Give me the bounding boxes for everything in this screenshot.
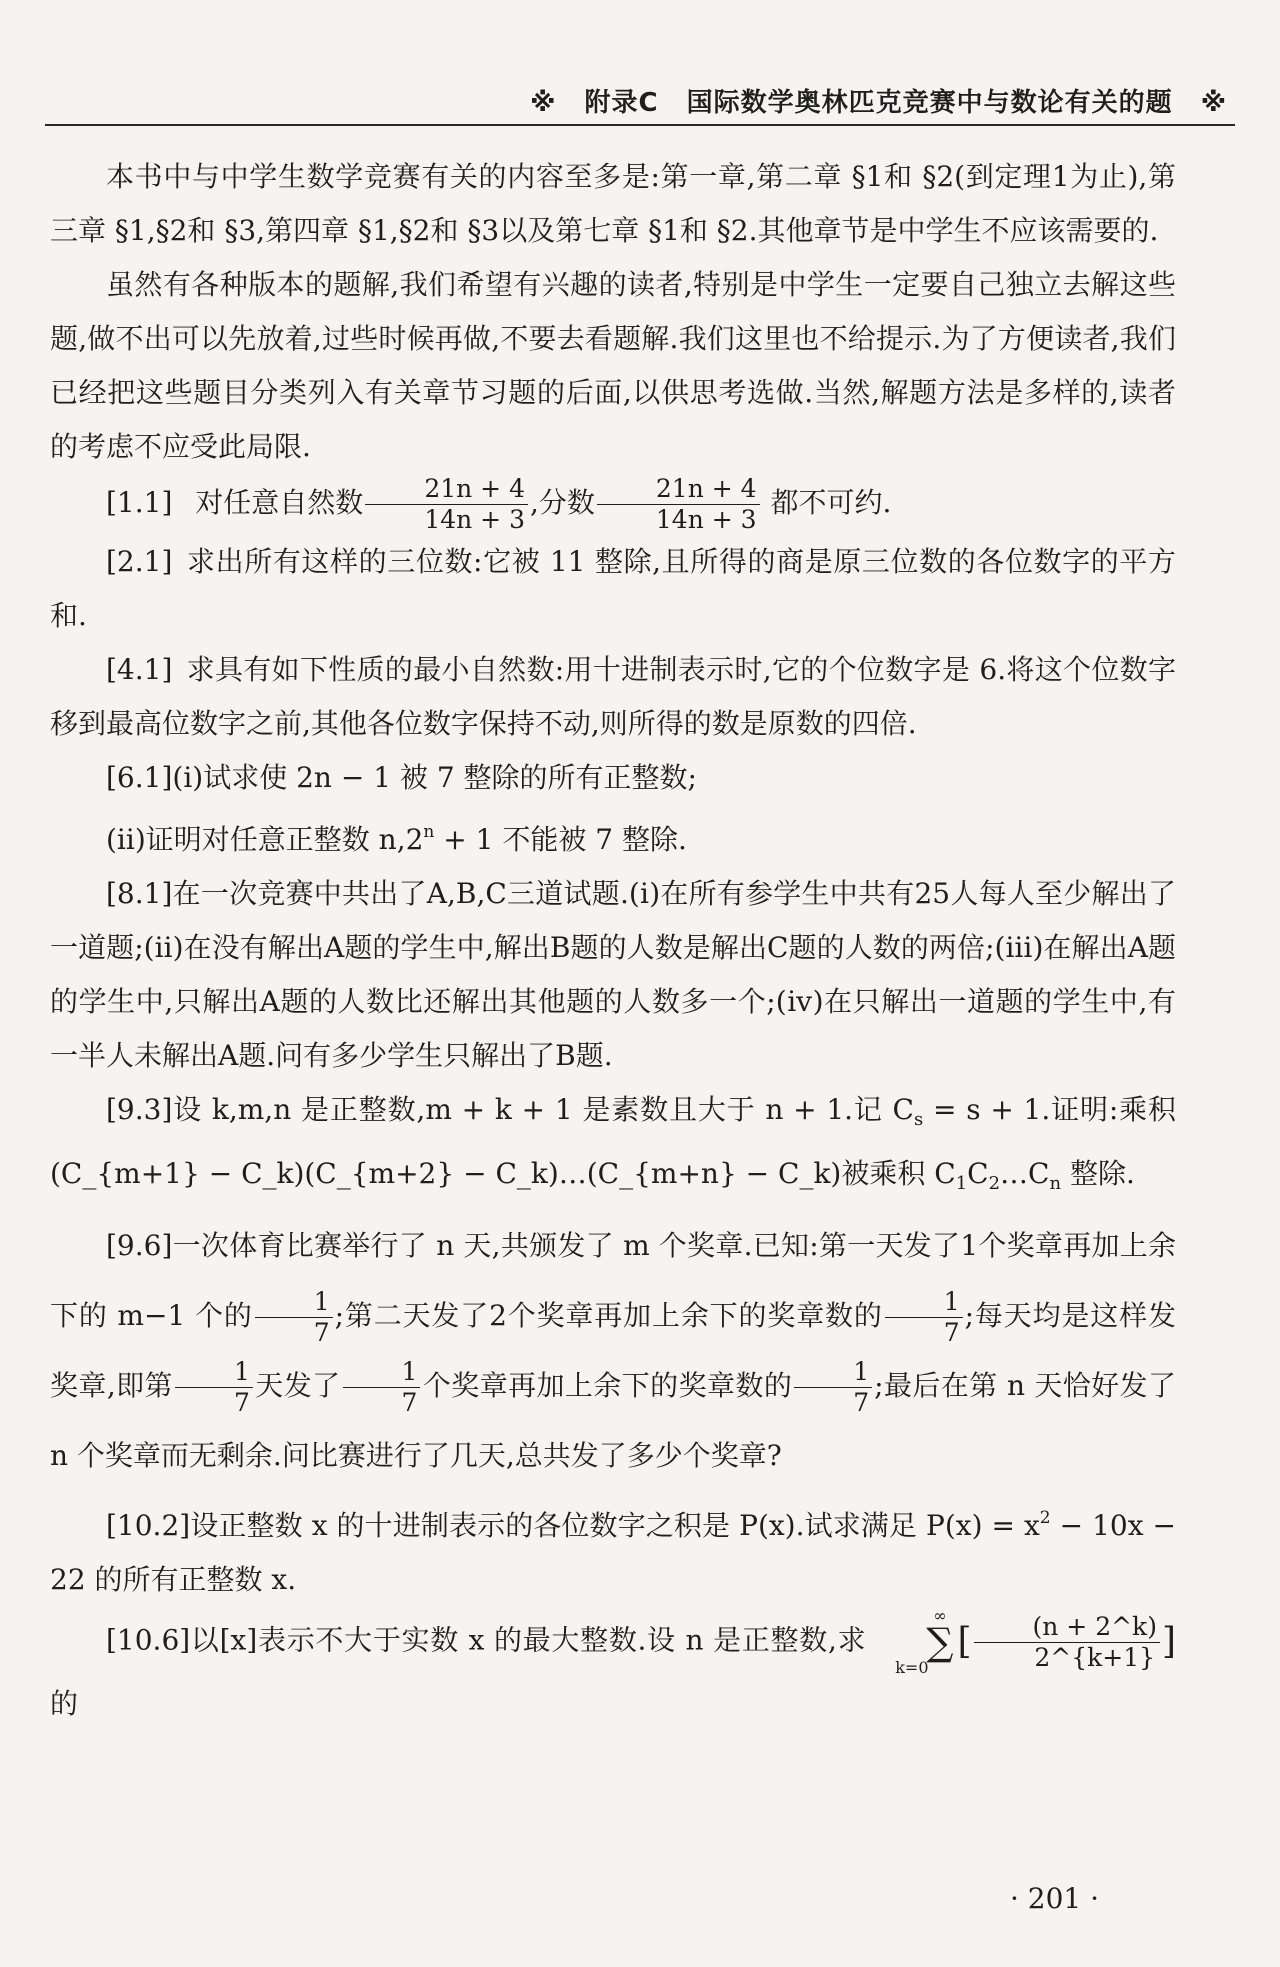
fraction-denominator: 7 [401,1388,418,1417]
problem-label: [6.1] [106,761,173,794]
problem-label: [2.1] [106,545,173,578]
fraction-numerator: (n + 2^k) [974,1612,1160,1643]
sum-upper-limit: ∞ [933,1606,947,1625]
problem-9-6 [50,1211,1176,1491]
page-body [50,150,1176,1731]
problem-text: = s + 1.证明:乘积 [923,1093,1177,1126]
problem-6-1 [50,751,1176,805]
problem-text: 被乘积 C [841,1157,956,1190]
problem-text: 的 [50,1687,79,1720]
sum-lower-limit: k=0 [895,1658,929,1677]
problem-label: [1.1] [106,486,173,519]
fraction-one-seventh [175,1357,253,1418]
fraction-one-seventh [255,1287,333,1348]
fraction-one-seventh [885,1287,963,1348]
page-number: · 201 · [1010,1882,1100,1915]
subscript: 1 [955,1173,968,1194]
problem-text: 以[x]表示不大于实数 x 的最大整数.设 n 是正整数,求 [190,1623,867,1657]
fraction-numerator: 1 [794,1357,872,1388]
sigma-symbol: ∑ [926,1620,954,1664]
fraction-numerator: 1 [343,1357,421,1388]
fraction-denominator: 7 [233,1388,250,1417]
problem-10-2 [50,1491,1176,1607]
problem-label: [9.3] [106,1093,173,1126]
problem-text: 在一次竞赛中共出了A,B,C三道试题.(ⅰ)在所有参学生中共有25人每人至少解出了一道题;(ⅱ)在没有解出A题的学生中,解出B题的人数是解出C题的人数的两倍;(ⅲ)在解出A题的学生中,只解出A题的人数比还解出其他题的人数多一个;(ⅳ)在只解出一道题的学生中,有一半人未解出A题.问有多少学生只解出了B题. [50,877,1176,1072]
problem-part-1: (ⅰ)试求使 2n − 1 被 7 整除的所有正整数; [172,761,697,794]
header-mark-left: ※ [530,88,557,118]
problem-label: [8.1] [106,877,173,910]
fraction [974,1612,1160,1673]
header-appendix: 附录C [584,88,659,118]
left-floor-bracket: [ [957,1621,972,1662]
fraction-denominator: 7 [313,1318,330,1347]
header-title: 国际数学奥林匹克竞赛中与数论有关的题 [686,88,1173,118]
problem-text: 个奖章再加上余下的奖章数的 [422,1369,793,1402]
right-floor-bracket: ] [1161,1621,1176,1662]
problem-label: [9.6] [106,1229,173,1262]
problem-2-1 [50,535,1176,643]
problem-text: 设正整数 x 的十进制表示的各位数字之积是 P(x).试求满足 P(x) = x [190,1509,1040,1542]
fraction-denominator: 7 [943,1318,960,1347]
exponent: n [423,822,435,842]
fraction-numerator: 21n + 4 [365,474,528,505]
problem-text: 对任意自然数 [195,486,364,519]
fraction-denominator: 14n + 3 [424,505,525,534]
running-header [45,82,1235,126]
problem-text: 都不可约. [770,486,892,519]
intro-paragraph-2: 虽然有各种版本的题解,我们希望有兴趣的读者,特别是中学生一定要自己独立去解这些题,做不出可以先放着,过些时候再做,不要去看题解.我们这里也不给提示.为了方便读者,我们已经把这些题目分类列入有关章节习题的后面,以供思考选做.当然,解题方法是多样的,读者的考虑不应受此局限. [50,268,1176,463]
problem-label: [10.2] [106,1509,191,1542]
problem-1-1 [50,474,1176,535]
fraction-numerator: 1 [175,1357,253,1388]
problem-text: 一次体育比赛举行了 n 天,共颁发了 m 个奖章.已知:第一天发了1个奖章再加上余下的 m−1 个的 [50,1229,1176,1332]
header-mark-right: ※ [1200,88,1227,118]
problem-text: ,分数 [529,486,595,519]
problem-6-1-part-2 [50,805,1176,867]
problem-4-1 [50,643,1176,751]
fraction-denominator: 14n + 3 [655,505,757,534]
fraction-one-seventh [794,1357,872,1418]
subscript: 2 [988,1173,1001,1194]
exponent: 2 [1039,1508,1051,1528]
fraction [597,474,760,535]
problem-8-1 [50,867,1176,1083]
problem-text: − 10x − 22 的所有正整数 x. [50,1509,1176,1596]
problem-9-3: [9.3]设 k,m,n 是正整数,m + k + 1 是素数且大于 n + 1.记 $C_s = s + 1$.证明:乘积(C_{m+1} − C_k)(C_{m+2} − C_k)…(C_{m+n} − C_k)被乘积 $C_1C_2\dots C_n$ 整除. [50,1093,1177,1194]
problem-text: 设 k,m,n 是正整数,m + k + 1 是素数且大于 n + 1.记 C [172,1093,914,1126]
problem-text: 天发了 [254,1369,341,1402]
product-expression: (C_{m+1} − C_k)(C_{m+2} − C_k)…(C_{m+n} − C_k) [50,1157,842,1190]
fraction-denominator: 2^{k+1} [1034,1642,1156,1672]
problem-text: ;每天均是这样发奖章,即第 [50,1299,1176,1402]
fraction-numerator: 21n + 4 [597,474,760,505]
problem-part-2-end: + 1 不能被 7 整除. [434,823,687,856]
intro-paragraph-1: 本书中与中学生数学竞赛有关的内容至多是:第一章,第二章 §1和 §2(到定理1为止),第三章 §1,§2和 §3,第四章 §1,§2和 §3以及第七章 §1和 §2.其他章节是中学生不应该需要的. [50,160,1176,247]
fraction-one-seventh [343,1357,421,1418]
fraction-denominator: 7 [853,1388,870,1417]
fraction-numerator: 1 [885,1287,963,1318]
summation [870,1607,953,1677]
problem-label: [4.1] [106,653,173,686]
fraction [365,474,528,535]
fraction-numerator: 1 [255,1287,333,1318]
problem-text: 整除. [1069,1157,1135,1190]
subscript: n [1049,1173,1062,1194]
problem-label: [10.6] [106,1623,191,1657]
problem-10-6 [50,1607,1176,1731]
problem-text: 求具有如下性质的最小自然数:用十进制表示时,它的个位数字是 6.将这个位数字移到最高位数字之前,其他各位数字保持不动,则所得的数是原数的四倍. [50,653,1176,740]
problem-text: ;最后在第 n 天恰好发了 n 个奖章而无剩余.问比赛进行了几天,总共发了多少个奖章? [50,1369,1176,1472]
subscript: s [913,1109,924,1130]
problem-text: 求出所有这样的三位数:它被 11 整除,且所得的商是原三位数的各位数字的平方和. [50,545,1176,632]
problem-part-2: (ⅱ)证明对任意正整数 n,2 [106,823,424,856]
problem-text: ;第二天发了2个奖章再加上余下的奖章数的 [334,1299,883,1332]
